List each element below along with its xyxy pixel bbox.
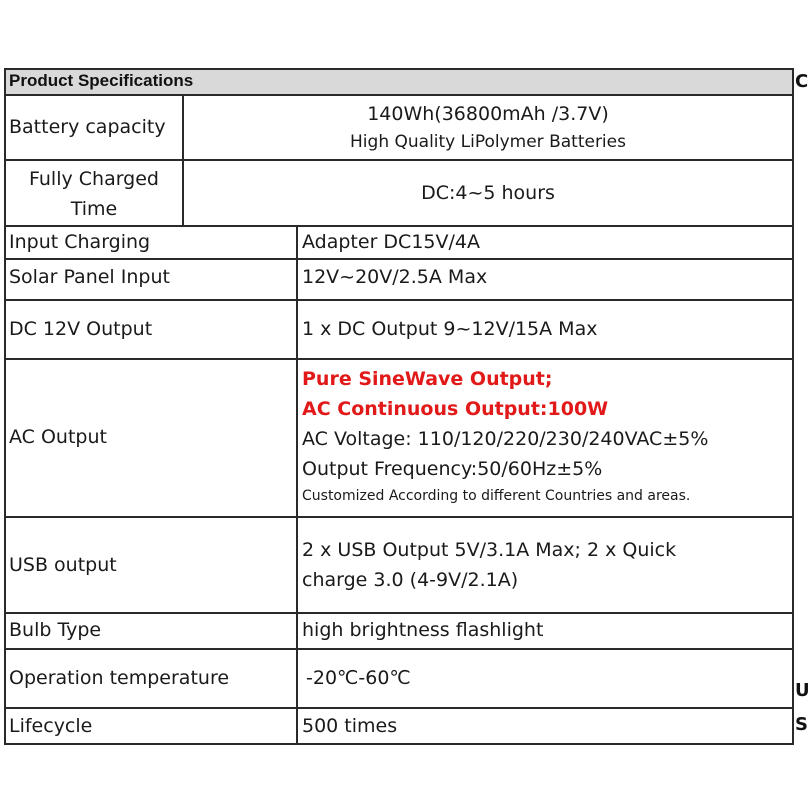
table-rule [4, 743, 794, 745]
spec-value-solar: 12V~20V/2.5A Max [302, 266, 488, 288]
table-rule [4, 707, 794, 709]
spec-label-ac-output: AC Output [9, 426, 107, 448]
spec-value-usb-line2: charge 3.0 (4-9V/2.1A) [302, 569, 519, 591]
spec-label-charged-time-line1: Fully Charged [28, 168, 159, 190]
spec-value-lifecycle: 500 times [302, 715, 398, 737]
spec-label-dc-output: DC 12V Output [9, 318, 153, 340]
spec-label-solar: Solar Panel Input [9, 266, 170, 288]
spec-value-ac-waveform: Pure SineWave Output; [302, 368, 553, 390]
spec-label-lifecycle: Lifecycle [9, 715, 93, 737]
spec-label-charged-time-line2: Time [70, 198, 118, 220]
table-rule [4, 68, 794, 70]
cropped-edge-char: C [795, 71, 809, 92]
table-header: Product Specifications [9, 71, 194, 90]
cropped-edge-char: U [795, 680, 810, 701]
table-rule [4, 94, 794, 96]
spec-label-usb: USB output [9, 554, 117, 576]
spec-value-usb-line1: 2 x USB Output 5V/3.1A Max; 2 x Quick [302, 539, 677, 561]
spec-value-temperature: -20℃-60℃ [306, 667, 411, 689]
spec-value-battery-type: High Quality LiPolymer Batteries [350, 132, 626, 152]
spec-value-battery-capacity: 140Wh(36800mAh /3.7V) [367, 103, 609, 125]
spec-label-temperature: Operation temperature [9, 667, 230, 689]
table-rule [296, 226, 298, 745]
table-rule [4, 648, 794, 650]
table-rule [4, 612, 794, 614]
table-rule [4, 516, 794, 518]
spec-value-charged-time: DC:4~5 hours [421, 182, 555, 204]
table-rule [4, 299, 794, 301]
spec-value-input-charging: Adapter DC15V/4A [302, 231, 480, 253]
cropped-edge-char: S [795, 714, 808, 735]
spec-value-bulb: high brightness flashlight [302, 619, 544, 641]
table-rule [4, 159, 794, 161]
table-rule [4, 358, 794, 360]
spec-value-ac-continuous: AC Continuous Output:100W [302, 398, 609, 420]
table-rule [4, 258, 794, 260]
spec-label-battery: Battery capacity [9, 116, 166, 138]
spec-value-ac-voltage: AC Voltage: 110/120/220/230/240VAC±5% [302, 428, 709, 450]
spec-value-dc-output: 1 x DC Output 9~12V/15A Max [302, 318, 598, 340]
spec-label-input-charging: Input Charging [9, 231, 151, 253]
spec-value-ac-note: Customized According to different Countries and areas. [302, 488, 691, 504]
spec-label-bulb: Bulb Type [9, 619, 102, 641]
table-rule [792, 68, 794, 745]
spec-value-ac-frequency: Output Frequency:50/60Hz±5% [302, 458, 603, 480]
